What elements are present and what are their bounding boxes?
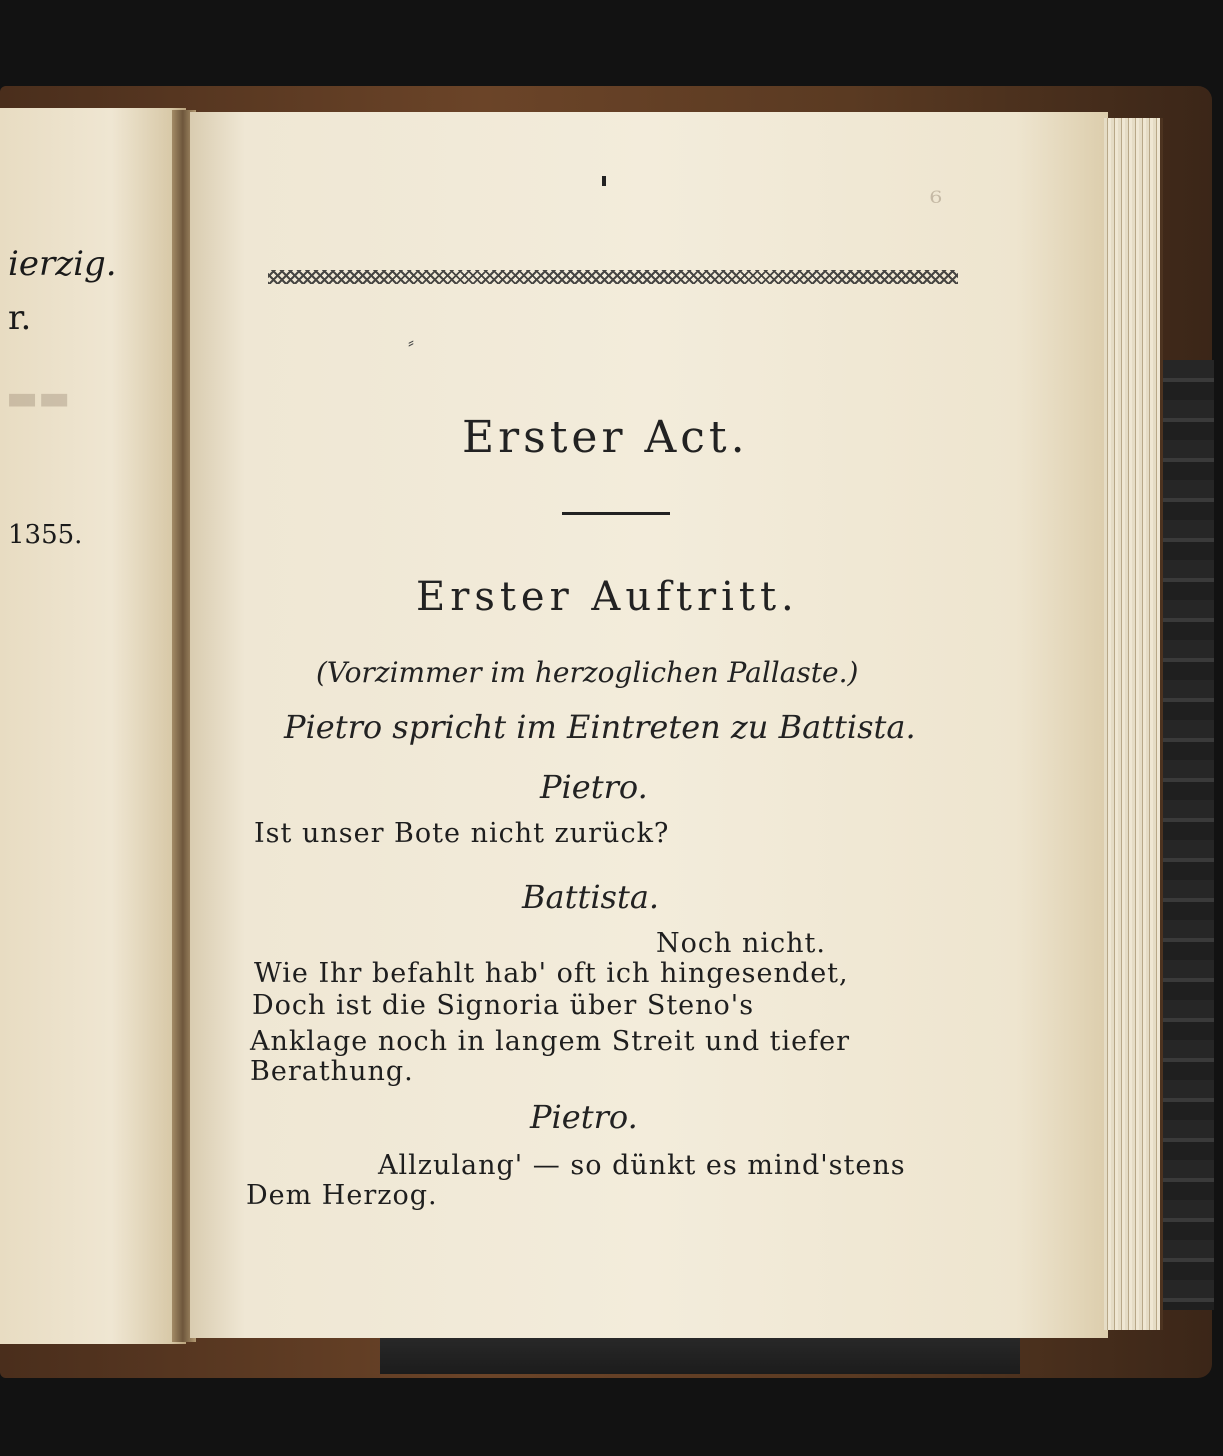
decorative-wavy-rule [268, 270, 958, 284]
speaker-name: Pietro. [540, 768, 648, 806]
dialogue-line: Dem Herzog. [246, 1180, 438, 1211]
speaker-name: Battista. [522, 878, 660, 916]
dialogue-line: Noch nicht. [656, 928, 826, 959]
stage-note: (Vorzimmer im herzoglichen Pallaste.) [316, 656, 859, 689]
bleed-through-page-number: ⁶ [930, 186, 943, 221]
left-page-year: 1355. [8, 520, 83, 550]
ink-speck [602, 176, 606, 186]
dialogue-line: Anklage noch in langem Streit und tiefer [250, 1026, 851, 1057]
stage-direction: Pietro spricht im Eintreten zu Battista. [284, 708, 916, 746]
dialogue-line: Wie Ihr befahlt hab' oft ich hingesendet, [254, 958, 849, 989]
dialogue-line: Berathung. [250, 1056, 414, 1087]
dialogue-line: Allzulang' — so dünkt es mind'stens [378, 1150, 906, 1181]
bleed-through-ghost-text: ▬▬ [6, 378, 71, 418]
act-title: Erster Act. [462, 412, 749, 463]
title-underline [562, 512, 670, 515]
speaker-name: Pietro. [530, 1098, 638, 1136]
ornament-mark: ⸗ [408, 332, 414, 353]
dialogue-line: Ist unser Bote nicht zurück? [254, 818, 670, 849]
left-page-text-line: ierzig. [8, 244, 117, 284]
book-spine [1160, 360, 1214, 1310]
left-page [0, 108, 186, 1344]
dialogue-line: Doch ist die Signoria über Steno's [252, 990, 755, 1021]
page-edges [1104, 118, 1163, 1330]
left-page-text-line: r. [8, 298, 32, 338]
scene-title: Erster Auftritt. [416, 574, 799, 620]
